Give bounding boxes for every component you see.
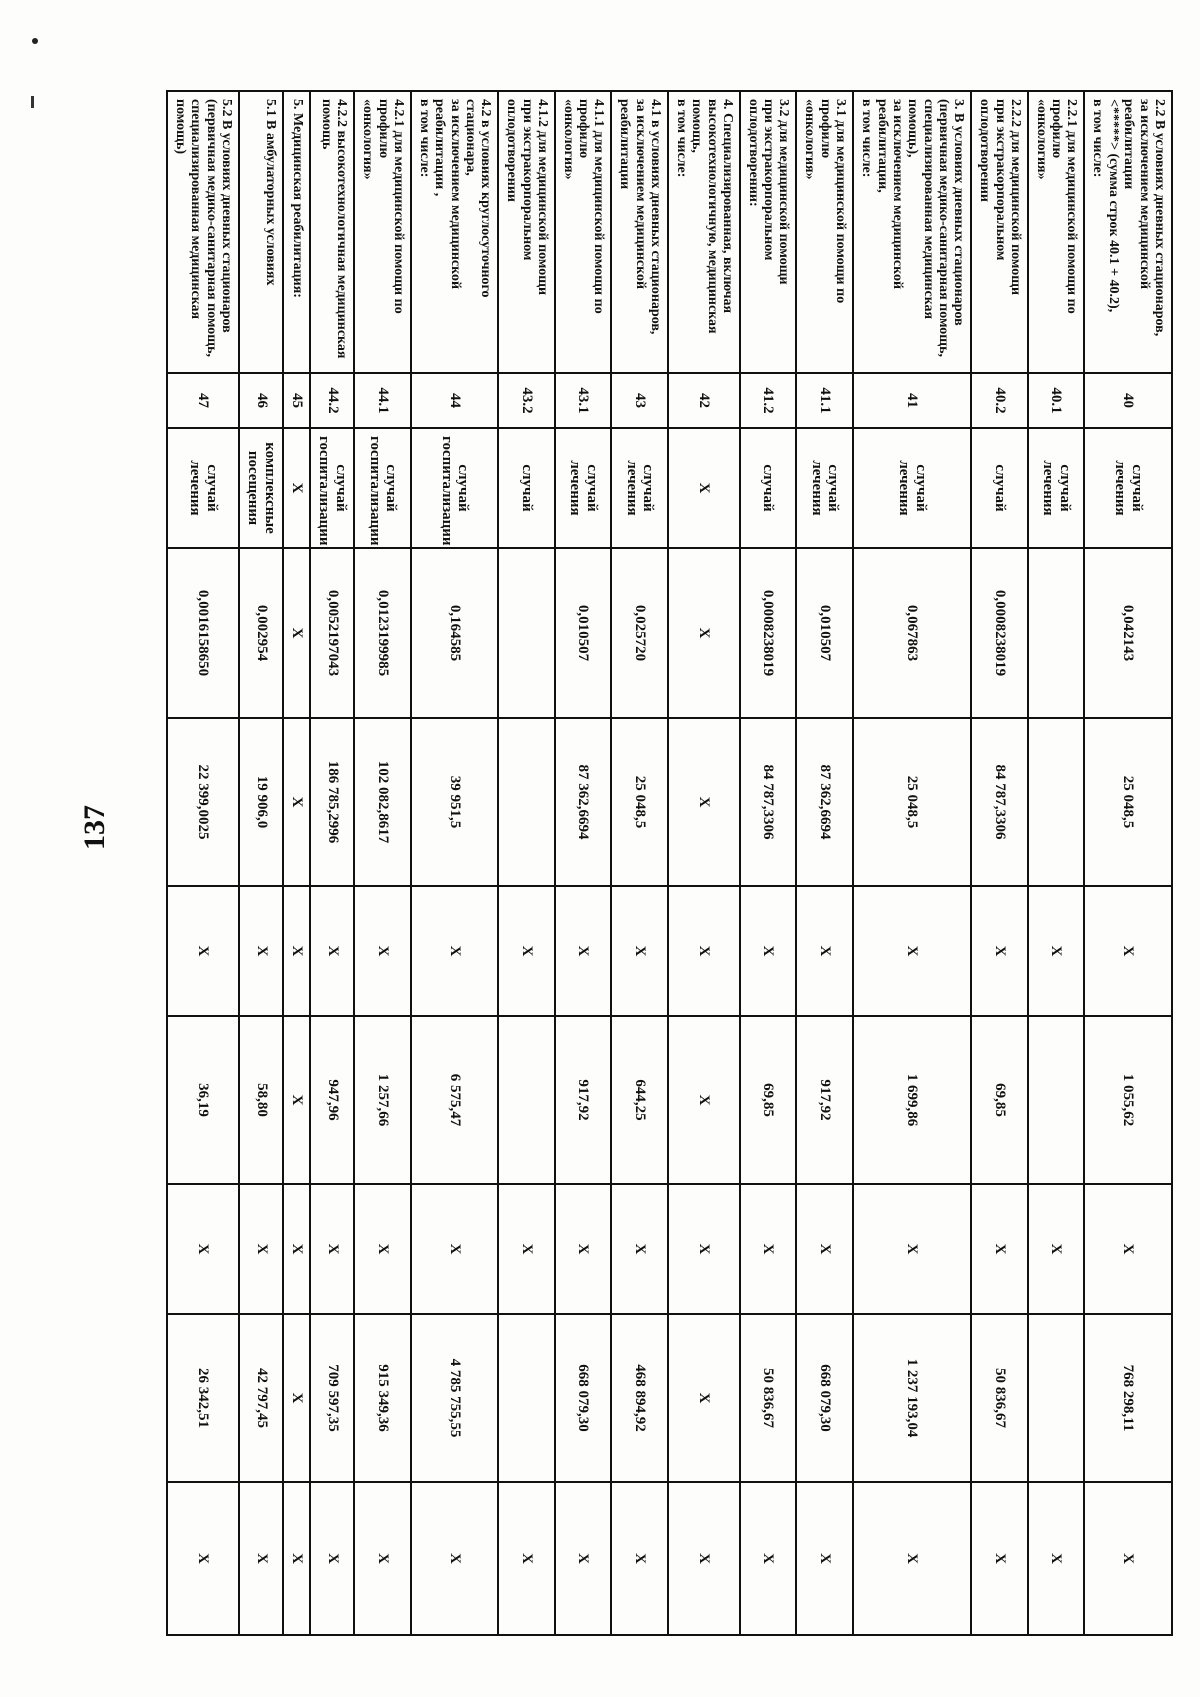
- row-number-cell: 44.2: [310, 373, 354, 428]
- value-cell: X: [668, 1016, 740, 1184]
- row-name-cell: 3. В условиях дневных стационаров (первичная медико-санитарная помощь, специализированная медицинская помощь), за исключением медицинской реабилитации, в том числе:: [853, 91, 971, 373]
- value-cell: 6 575,47: [411, 1016, 499, 1184]
- value-cell: случай госпитализации: [411, 428, 499, 548]
- value-cell: X: [239, 1184, 283, 1314]
- value-cell: 102 082,8617: [354, 718, 411, 886]
- value-cell: X: [239, 1482, 283, 1635]
- value-cell: случай госпитализации: [354, 428, 411, 548]
- row-name-cell: 4.2 в условиях круглосуточного стационара, за исключением медицинской реабилитации , в том числе:: [411, 91, 499, 373]
- value-cell: 915 349,36: [354, 1314, 411, 1482]
- value-cell: случай лечения: [1085, 428, 1173, 548]
- row-number-cell: 43: [611, 373, 668, 428]
- value-cell: X: [668, 886, 740, 1016]
- value-cell: X: [1028, 1184, 1085, 1314]
- value-cell: X: [411, 886, 499, 1016]
- value-cell: 0,0008238019: [971, 548, 1028, 718]
- value-cell: X: [167, 1184, 239, 1314]
- value-cell: 36,19: [167, 1016, 239, 1184]
- row-number-cell: 44: [411, 373, 499, 428]
- row-number-cell: 41.2: [740, 373, 797, 428]
- value-cell: 668 079,30: [796, 1314, 853, 1482]
- value-cell: 644,25: [611, 1016, 668, 1184]
- row-name-cell: 2.2 В условиях дневных стационаров, за исключением медицинской реабилитации <*****> (сумма строк 40.1 + 40.2), в том числе:: [1085, 91, 1173, 373]
- value-cell: X: [167, 886, 239, 1016]
- normatives-table: [166, 90, 1173, 1636]
- table-row: [167, 91, 239, 1635]
- value-cell: X: [283, 1016, 310, 1184]
- value-cell: X: [740, 1184, 797, 1314]
- value-cell: 19 906,0: [239, 718, 283, 886]
- value-cell: случай: [740, 428, 797, 548]
- row-number-cell: 40.1: [1028, 373, 1085, 428]
- value-cell: X: [411, 1184, 499, 1314]
- table-row: [498, 91, 555, 1635]
- row-name-cell: 4.2.1 для медицинской помощи по профилю «онкология»: [354, 91, 411, 373]
- value-cell: 87 362,6694: [796, 718, 853, 886]
- value-cell: 0,025720: [611, 548, 668, 718]
- row-number-cell: 43.2: [498, 373, 555, 428]
- value-cell: X: [740, 886, 797, 1016]
- value-cell: X: [611, 1482, 668, 1635]
- value-cell: 50 836,67: [971, 1314, 1028, 1482]
- value-cell: 668 079,30: [555, 1314, 612, 1482]
- table-row: [971, 91, 1028, 1635]
- table-row: [239, 91, 283, 1635]
- value-cell: 39 951,5: [411, 718, 499, 886]
- value-cell: X: [853, 1184, 971, 1314]
- row-name-cell: 3.1 для медицинской помощи по профилю «онкология»: [796, 91, 853, 373]
- value-cell: 0,0123199985: [354, 548, 411, 718]
- value-cell: X: [971, 1482, 1028, 1635]
- value-cell: X: [283, 886, 310, 1016]
- value-cell: X: [283, 1314, 310, 1482]
- value-cell: X: [796, 886, 853, 1016]
- table-row: [555, 91, 612, 1635]
- table-row: [1028, 91, 1085, 1635]
- row-number-cell: 43.1: [555, 373, 612, 428]
- value-cell: X: [853, 1482, 971, 1635]
- value-cell: 69,85: [740, 1016, 797, 1184]
- value-cell: X: [167, 1482, 239, 1635]
- value-cell: [1028, 718, 1085, 886]
- value-cell: 26 342,51: [167, 1314, 239, 1482]
- value-cell: случай лечения: [1028, 428, 1085, 548]
- value-cell: X: [1085, 1482, 1173, 1635]
- value-cell: X: [611, 886, 668, 1016]
- value-cell: 917,92: [796, 1016, 853, 1184]
- value-cell: X: [1085, 886, 1173, 1016]
- value-cell: [498, 1314, 555, 1482]
- value-cell: X: [411, 1482, 499, 1635]
- value-cell: 1 257,66: [354, 1016, 411, 1184]
- value-cell: случай лечения: [167, 428, 239, 548]
- value-cell: X: [283, 1482, 310, 1635]
- value-cell: 0,010507: [796, 548, 853, 718]
- row-name-cell: 4.2.2 высокотехнологичная медицинская помощь: [310, 91, 354, 373]
- value-cell: X: [310, 886, 354, 1016]
- value-cell: 0,0052197043: [310, 548, 354, 718]
- table-row: [1085, 91, 1173, 1635]
- value-cell: 4 785 755,55: [411, 1314, 499, 1482]
- row-name-cell: 4.1.1 для медицинской помощи по профилю «онкология»: [555, 91, 612, 373]
- value-cell: X: [971, 886, 1028, 1016]
- value-cell: [498, 1016, 555, 1184]
- value-cell: [498, 548, 555, 718]
- value-cell: 87 362,6694: [555, 718, 612, 886]
- value-cell: 0,0016158650: [167, 548, 239, 718]
- value-cell: X: [354, 886, 411, 1016]
- value-cell: 42 797,45: [239, 1314, 283, 1482]
- value-cell: 50 836,67: [740, 1314, 797, 1482]
- value-cell: X: [668, 1314, 740, 1482]
- value-cell: случай лечения: [555, 428, 612, 548]
- value-cell: [498, 718, 555, 886]
- table-row: [283, 91, 310, 1635]
- value-cell: X: [740, 1482, 797, 1635]
- row-number-cell: 46: [239, 373, 283, 428]
- value-cell: случай лечения: [796, 428, 853, 548]
- value-cell: X: [555, 1482, 612, 1635]
- value-cell: X: [668, 1482, 740, 1635]
- table-row: [853, 91, 971, 1635]
- table-row: [740, 91, 797, 1635]
- table-row: [411, 91, 499, 1635]
- value-cell: X: [796, 1184, 853, 1314]
- value-cell: X: [668, 1184, 740, 1314]
- value-cell: X: [555, 886, 612, 1016]
- row-name-cell: 4.1 в условиях дневных стационаров, за исключением медицинской реабилитации: [611, 91, 668, 373]
- row-number-cell: 40.2: [971, 373, 1028, 428]
- row-number-cell: 41.1: [796, 373, 853, 428]
- value-cell: X: [668, 548, 740, 718]
- value-cell: 69,85: [971, 1016, 1028, 1184]
- row-name-cell: 4.1.2 для медицинской помощи при экстракорпоральном оплодотворении: [498, 91, 555, 373]
- row-name-cell: 5.2 В условиях дневных стационаров (первичная медико-санитарная помощь, специализированная медицинская помощь): [167, 91, 239, 373]
- value-cell: 84 787,3306: [740, 718, 797, 886]
- value-cell: 468 894,92: [611, 1314, 668, 1482]
- value-cell: 917,92: [555, 1016, 612, 1184]
- row-name-cell: 5.1 В амбулаторных условиях: [239, 91, 283, 373]
- value-cell: X: [283, 718, 310, 886]
- value-cell: случай: [971, 428, 1028, 548]
- row-number-cell: 45: [283, 373, 310, 428]
- value-cell: 1 699,86: [853, 1016, 971, 1184]
- table-row: [310, 91, 354, 1635]
- value-cell: X: [611, 1184, 668, 1314]
- scan-dot: [32, 38, 38, 44]
- table-frame: [166, 90, 1173, 1634]
- row-name-cell: 3.2 для медицинской помощи при экстракорпоральном оплодотворении:: [740, 91, 797, 373]
- value-cell: 0,002954: [239, 548, 283, 718]
- value-cell: X: [971, 1184, 1028, 1314]
- value-cell: 768 298,11: [1085, 1314, 1173, 1482]
- row-name-cell: 2.2.1 для медицинской помощи по профилю «онкология»: [1028, 91, 1085, 373]
- row-number-cell: 41: [853, 373, 971, 428]
- value-cell: X: [498, 1482, 555, 1635]
- value-cell: X: [283, 1184, 310, 1314]
- value-cell: X: [310, 1184, 354, 1314]
- table-row: [668, 91, 740, 1635]
- value-cell: X: [283, 428, 310, 548]
- value-cell: [1028, 1016, 1085, 1184]
- value-cell: X: [1028, 886, 1085, 1016]
- value-cell: [1028, 1314, 1085, 1482]
- value-cell: 25 048,5: [853, 718, 971, 886]
- value-cell: 0,164585: [411, 548, 499, 718]
- value-cell: комплексные посещения: [239, 428, 283, 548]
- value-cell: случай лечения: [611, 428, 668, 548]
- value-cell: X: [239, 886, 283, 1016]
- page-number: 137: [78, 805, 111, 850]
- value-cell: 25 048,5: [611, 718, 668, 886]
- row-name-cell: 5. Медицинская реабилитация:: [283, 91, 310, 373]
- value-cell: случай лечения: [853, 428, 971, 548]
- value-cell: 0,010507: [555, 548, 612, 718]
- value-cell: X: [1085, 1184, 1173, 1314]
- value-cell: X: [853, 886, 971, 1016]
- value-cell: 0,042143: [1085, 548, 1173, 718]
- value-cell: X: [283, 548, 310, 718]
- value-cell: 186 785,2996: [310, 718, 354, 886]
- value-cell: X: [796, 1482, 853, 1635]
- value-cell: случай: [498, 428, 555, 548]
- table-row: [354, 91, 411, 1635]
- value-cell: X: [668, 718, 740, 886]
- value-cell: 709 597,35: [310, 1314, 354, 1482]
- value-cell: 58,80: [239, 1016, 283, 1184]
- value-cell: случай госпитализации: [310, 428, 354, 548]
- value-cell: 25 048,5: [1085, 718, 1173, 886]
- value-cell: X: [354, 1184, 411, 1314]
- value-cell: 1 055,62: [1085, 1016, 1173, 1184]
- value-cell: X: [498, 886, 555, 1016]
- value-cell: X: [1028, 1482, 1085, 1635]
- row-number-cell: 44.1: [354, 373, 411, 428]
- value-cell: X: [498, 1184, 555, 1314]
- row-number-cell: 42: [668, 373, 740, 428]
- scan-mark: [31, 96, 34, 108]
- value-cell: 22 399,0025: [167, 718, 239, 886]
- value-cell: 947,96: [310, 1016, 354, 1184]
- value-cell: X: [354, 1482, 411, 1635]
- row-number-cell: 47: [167, 373, 239, 428]
- value-cell: X: [555, 1184, 612, 1314]
- value-cell: [1028, 548, 1085, 718]
- row-name-cell: 2.2.2 для медицинской помощи при экстракорпоральном оплодотворении: [971, 91, 1028, 373]
- value-cell: 0,067863: [853, 548, 971, 718]
- value-cell: 0,0008238019: [740, 548, 797, 718]
- row-name-cell: 4. Специализированная, включая высокотехнологичную, медицинская помощь, в том числе:: [668, 91, 740, 373]
- value-cell: X: [310, 1482, 354, 1635]
- row-number-cell: 40: [1085, 373, 1173, 428]
- value-cell: X: [668, 428, 740, 548]
- value-cell: 84 787,3306: [971, 718, 1028, 886]
- value-cell: 1 237 193,04: [853, 1314, 971, 1482]
- table-row: [611, 91, 668, 1635]
- table-row: [796, 91, 853, 1635]
